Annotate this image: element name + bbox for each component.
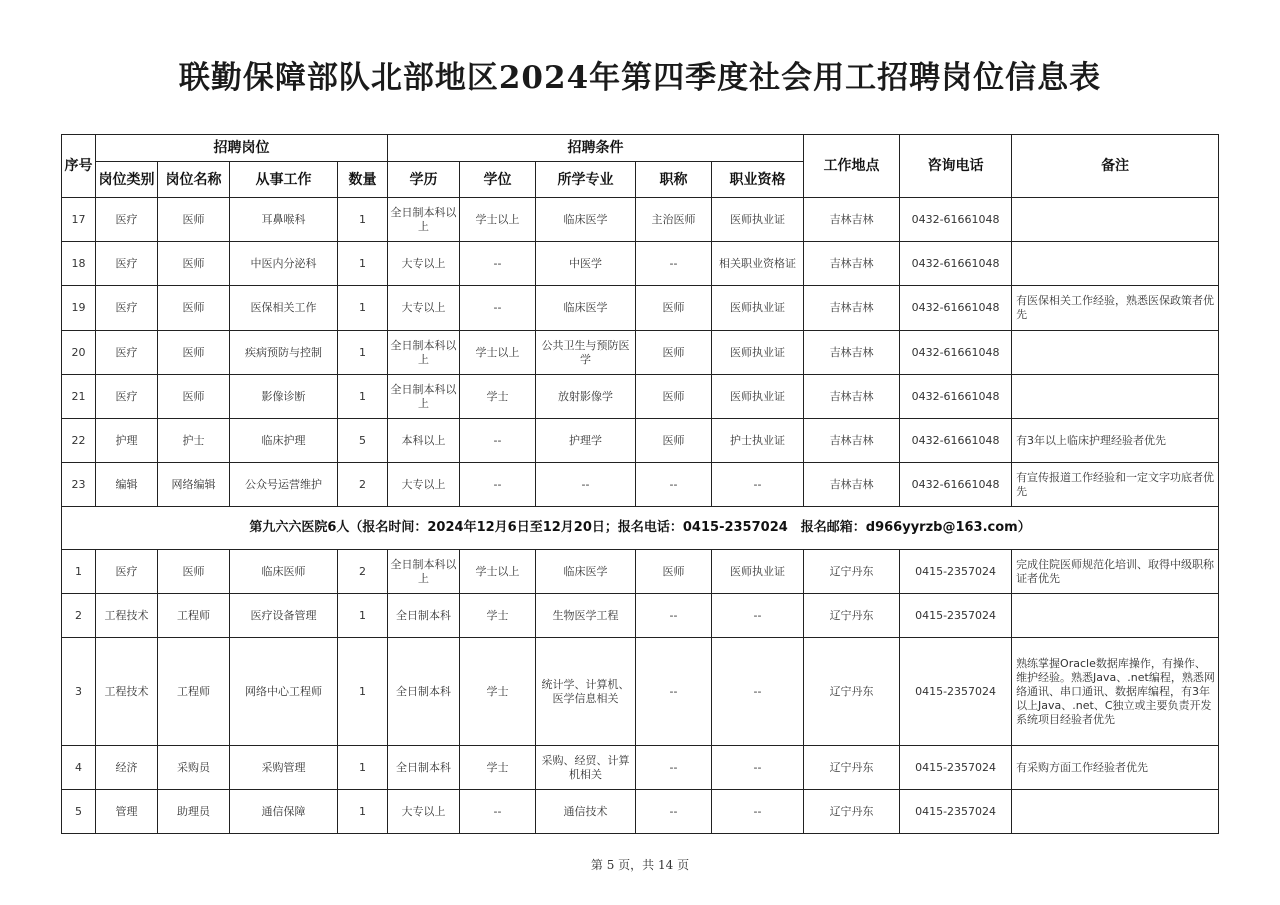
header-title: 职称 [636, 162, 712, 198]
cell-degree: 学士 [460, 375, 536, 419]
cell-category: 医疗 [96, 331, 158, 375]
cell-remarks [1012, 331, 1219, 375]
cell-education: 全日制本科 [388, 594, 460, 638]
cell-work: 医保相关工作 [230, 286, 338, 331]
cell-count: 1 [338, 594, 388, 638]
cell-seq: 3 [62, 638, 96, 746]
cell-qualification: -- [712, 638, 804, 746]
table-row [62, 286, 1219, 331]
cell-work: 临床护理 [230, 419, 338, 463]
table-header [62, 135, 1219, 198]
cell-count: 1 [338, 790, 388, 834]
cell-phone: 0415-2357024 [900, 746, 1012, 790]
cell-major: 放射影像学 [536, 375, 636, 419]
header-education: 学历 [388, 162, 460, 198]
cell-count: 1 [338, 638, 388, 746]
section-title: 第九六六医院6人（报名时间：2024年12月6日至12月20日；报名电话：0415-2357024 报名邮箱：d966yyrzb@163.com） [62, 507, 1219, 550]
cell-category: 工程技术 [96, 638, 158, 746]
cell-title: 医师 [636, 550, 712, 594]
recruitment-table [61, 134, 1219, 834]
cell-work: 采购管理 [230, 746, 338, 790]
cell-title: -- [636, 638, 712, 746]
cell-category: 医疗 [96, 550, 158, 594]
page-footer: 第 5 页，共 14 页 [590, 858, 690, 872]
cell-seq: 18 [62, 242, 96, 286]
cell-count: 2 [338, 550, 388, 594]
cell-major: 统计学、计算机、医学信息相关 [536, 638, 636, 746]
cell-count: 1 [338, 331, 388, 375]
cell-education: 全日制本科以上 [388, 550, 460, 594]
cell-work: 公众号运营维护 [230, 463, 338, 507]
cell-remarks [1012, 375, 1219, 419]
cell-phone: 0432-61661048 [900, 286, 1012, 331]
cell-seq: 20 [62, 331, 96, 375]
cell-work: 耳鼻喉科 [230, 198, 338, 242]
cell-degree: -- [460, 242, 536, 286]
table-row [62, 790, 1219, 834]
cell-title: 医师 [636, 331, 712, 375]
cell-major: 临床医学 [536, 286, 636, 331]
cell-count: 5 [338, 419, 388, 463]
cell-position-name: 采购员 [158, 746, 230, 790]
cell-phone: 0432-61661048 [900, 331, 1012, 375]
cell-phone: 0432-61661048 [900, 419, 1012, 463]
cell-phone: 0432-61661048 [900, 463, 1012, 507]
cell-qualification: 医师执业证 [712, 198, 804, 242]
cell-education: 全日制本科 [388, 746, 460, 790]
cell-phone: 0415-2357024 [900, 790, 1012, 834]
cell-education: 全日制本科以上 [388, 198, 460, 242]
cell-degree: -- [460, 419, 536, 463]
rows-group-b [62, 550, 1219, 834]
cell-major: 采购、经贸、计算机相关 [536, 746, 636, 790]
cell-major: 中医学 [536, 242, 636, 286]
cell-remarks [1012, 198, 1219, 242]
table-row [62, 638, 1219, 746]
cell-title: 医师 [636, 419, 712, 463]
cell-category: 编辑 [96, 463, 158, 507]
cell-phone: 0432-61661048 [900, 375, 1012, 419]
cell-degree: 学士 [460, 594, 536, 638]
cell-qualification: -- [712, 746, 804, 790]
cell-degree: -- [460, 286, 536, 331]
cell-category: 护理 [96, 419, 158, 463]
cell-category: 管理 [96, 790, 158, 834]
cell-major: 通信技术 [536, 790, 636, 834]
cell-remarks: 有采购方面工作经验者优先 [1012, 746, 1219, 790]
cell-seq: 17 [62, 198, 96, 242]
table-row [62, 375, 1219, 419]
cell-education: 大专以上 [388, 463, 460, 507]
cell-position-name: 医师 [158, 198, 230, 242]
header-count: 数量 [338, 162, 388, 198]
cell-count: 1 [338, 746, 388, 790]
cell-category: 工程技术 [96, 594, 158, 638]
table-row [62, 331, 1219, 375]
cell-location: 吉林吉林 [804, 331, 900, 375]
cell-position-name: 护士 [158, 419, 230, 463]
cell-category: 医疗 [96, 198, 158, 242]
cell-location: 辽宁丹东 [804, 790, 900, 834]
cell-seq: 21 [62, 375, 96, 419]
cell-seq: 4 [62, 746, 96, 790]
header-degree: 学位 [460, 162, 536, 198]
cell-major: 护理学 [536, 419, 636, 463]
cell-work: 网络中心工程师 [230, 638, 338, 746]
cell-title: -- [636, 746, 712, 790]
cell-position-name: 工程师 [158, 594, 230, 638]
cell-degree: 学士 [460, 746, 536, 790]
cell-category: 医疗 [96, 286, 158, 331]
cell-location: 吉林吉林 [804, 198, 900, 242]
cell-work: 临床医师 [230, 550, 338, 594]
cell-category: 医疗 [96, 375, 158, 419]
header-qualification: 职业资格 [712, 162, 804, 198]
cell-work: 影像诊断 [230, 375, 338, 419]
cell-education: 大专以上 [388, 286, 460, 331]
cell-location: 吉林吉林 [804, 463, 900, 507]
cell-location: 辽宁丹东 [804, 594, 900, 638]
header-category: 岗位类别 [96, 162, 158, 198]
cell-position-name: 医师 [158, 286, 230, 331]
cell-position-name: 工程师 [158, 638, 230, 746]
table-row [62, 594, 1219, 638]
cell-remarks: 有宣传报道工作经验和一定文字功底者优先 [1012, 463, 1219, 507]
cell-location: 吉林吉林 [804, 286, 900, 331]
cell-major: 临床医学 [536, 550, 636, 594]
cell-degree: 学士 [460, 638, 536, 746]
cell-education: 全日制本科 [388, 638, 460, 746]
rows-group-a [62, 198, 1219, 507]
cell-title: 医师 [636, 286, 712, 331]
cell-work: 中医内分泌科 [230, 242, 338, 286]
header-seq: 序号 [62, 135, 96, 198]
cell-qualification: 相关职业资格证 [712, 242, 804, 286]
cell-title: -- [636, 463, 712, 507]
cell-remarks [1012, 594, 1219, 638]
cell-major: 公共卫生与预防医学 [536, 331, 636, 375]
cell-count: 2 [338, 463, 388, 507]
cell-degree: 学士以上 [460, 550, 536, 594]
cell-category: 医疗 [96, 242, 158, 286]
page-title: 联勤保障部队北部地区2024年第四季度社会用工招聘岗位信息表 [178, 60, 1102, 96]
cell-education: 大专以上 [388, 242, 460, 286]
cell-qualification: 护士执业证 [712, 419, 804, 463]
cell-location: 吉林吉林 [804, 242, 900, 286]
cell-education: 全日制本科以上 [388, 375, 460, 419]
cell-major: 临床医学 [536, 198, 636, 242]
cell-qualification: 医师执业证 [712, 375, 804, 419]
cell-title: -- [636, 594, 712, 638]
cell-qualification: -- [712, 790, 804, 834]
cell-seq: 2 [62, 594, 96, 638]
cell-location: 辽宁丹东 [804, 638, 900, 746]
header-phone: 咨询电话 [900, 135, 1012, 198]
cell-seq: 1 [62, 550, 96, 594]
cell-title: -- [636, 242, 712, 286]
cell-seq: 19 [62, 286, 96, 331]
cell-remarks: 完成住院医师规范化培训、取得中级职称证者优先 [1012, 550, 1219, 594]
header-group-conditions: 招聘条件 [388, 135, 804, 162]
table-row [62, 746, 1219, 790]
cell-position-name: 医师 [158, 331, 230, 375]
cell-location: 辽宁丹东 [804, 746, 900, 790]
cell-count: 1 [338, 375, 388, 419]
cell-education: 本科以上 [388, 419, 460, 463]
cell-qualification: 医师执业证 [712, 550, 804, 594]
header-major: 所学专业 [536, 162, 636, 198]
cell-remarks [1012, 790, 1219, 834]
cell-work: 疾病预防与控制 [230, 331, 338, 375]
cell-remarks [1012, 242, 1219, 286]
cell-degree: 学士以上 [460, 331, 536, 375]
cell-location: 辽宁丹东 [804, 550, 900, 594]
header-position-name: 岗位名称 [158, 162, 230, 198]
cell-education: 全日制本科以上 [388, 331, 460, 375]
cell-qualification: 医师执业证 [712, 331, 804, 375]
cell-degree: 学士以上 [460, 198, 536, 242]
cell-work: 医疗设备管理 [230, 594, 338, 638]
cell-title: 主治医师 [636, 198, 712, 242]
cell-phone: 0415-2357024 [900, 550, 1012, 594]
cell-qualification: 医师执业证 [712, 286, 804, 331]
table-row [62, 550, 1219, 594]
cell-remarks: 有医保相关工作经验，熟悉医保政策者优先 [1012, 286, 1219, 331]
cell-title: 医师 [636, 375, 712, 419]
cell-degree: -- [460, 790, 536, 834]
table-row [62, 419, 1219, 463]
header-work: 从事工作 [230, 162, 338, 198]
section-row-group [62, 507, 1219, 550]
cell-position-name: 网络编辑 [158, 463, 230, 507]
cell-seq: 23 [62, 463, 96, 507]
table-row [62, 242, 1219, 286]
cell-seq: 5 [62, 790, 96, 834]
cell-qualification: -- [712, 594, 804, 638]
cell-phone: 0432-61661048 [900, 242, 1012, 286]
cell-remarks: 有3年以上临床护理经验者优先 [1012, 419, 1219, 463]
cell-qualification: -- [712, 463, 804, 507]
header-location: 工作地点 [804, 135, 900, 198]
cell-position-name: 医师 [158, 242, 230, 286]
cell-category: 经济 [96, 746, 158, 790]
cell-title: -- [636, 790, 712, 834]
cell-position-name: 医师 [158, 375, 230, 419]
cell-remarks: 熟练掌握Oracle数据库操作，有操作、维护经验。熟悉Java、.net编程，熟悉网络通讯、串口通讯、数据库编程，有3年以上Java、.net、C独立或主要负责开发系统项目经验者优先 [1012, 638, 1219, 746]
cell-count: 1 [338, 286, 388, 331]
cell-count: 1 [338, 198, 388, 242]
cell-position-name: 助理员 [158, 790, 230, 834]
table-row [62, 463, 1219, 507]
cell-position-name: 医师 [158, 550, 230, 594]
cell-major: 生物医学工程 [536, 594, 636, 638]
cell-education: 大专以上 [388, 790, 460, 834]
cell-count: 1 [338, 242, 388, 286]
cell-work: 通信保障 [230, 790, 338, 834]
cell-major: -- [536, 463, 636, 507]
cell-seq: 22 [62, 419, 96, 463]
table-row [62, 198, 1219, 242]
cell-degree: -- [460, 463, 536, 507]
cell-location: 吉林吉林 [804, 375, 900, 419]
cell-phone: 0415-2357024 [900, 638, 1012, 746]
header-remarks: 备注 [1012, 135, 1219, 198]
header-group-position: 招聘岗位 [96, 135, 388, 162]
cell-phone: 0415-2357024 [900, 594, 1012, 638]
cell-location: 吉林吉林 [804, 419, 900, 463]
cell-phone: 0432-61661048 [900, 198, 1012, 242]
